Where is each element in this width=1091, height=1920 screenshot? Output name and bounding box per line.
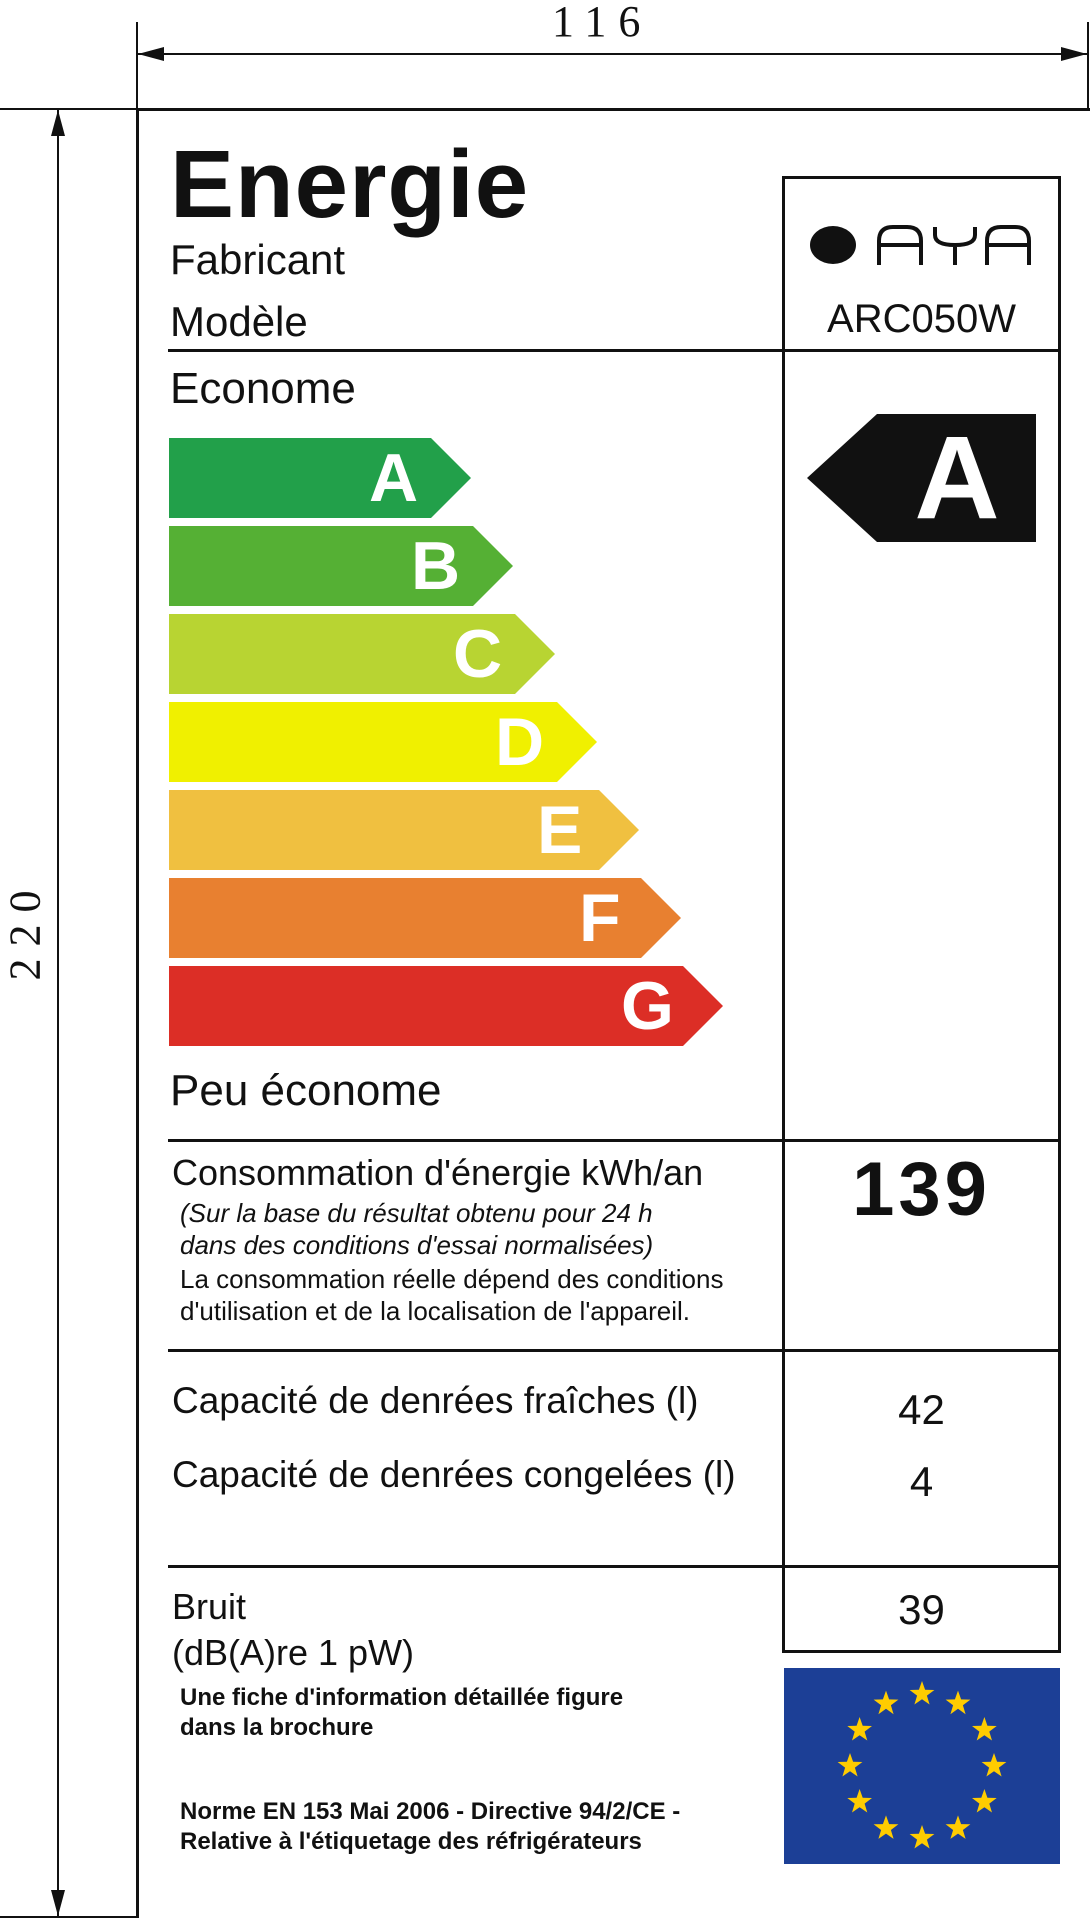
scale-letter-e: E: [537, 792, 583, 868]
noise-label-2: (dB(A)re 1 pW): [172, 1632, 415, 1673]
height-value: 220: [0, 878, 50, 981]
rating-letter: A: [914, 412, 1000, 544]
norm-note-1: Norme EN 153 Mai 2006 - Directive 94/2/CE -: [180, 1798, 681, 1825]
width-value: 116: [552, 0, 653, 46]
scale-letter-a: A: [369, 440, 419, 516]
model-value: ARC050W: [827, 297, 1016, 341]
noise-value-box: [782, 1565, 1061, 1653]
consumption-note-2: dans des conditions d'essai normalisées): [180, 1230, 654, 1260]
consumption-note-1: (Sur la base du résultat obtenu pour 24 h: [180, 1198, 653, 1228]
noise-label-1: Bruit: [172, 1586, 247, 1627]
scale-top-label: Econome: [170, 364, 356, 413]
scale-letter-d: D: [495, 704, 545, 780]
frozen-capacity-label: Capacité de denrées congelées (l): [172, 1454, 736, 1495]
manufacturer-label: Fabricant: [170, 236, 346, 283]
scale-bar-a: [169, 438, 471, 518]
scale-letter-c: C: [453, 616, 503, 692]
norm-note-2: Relative à l'étiquetage des réfrigérateurs: [180, 1828, 642, 1855]
scale-bar-f: [169, 878, 681, 958]
scale-letter-f: F: [579, 880, 621, 956]
consumption-value: 139: [852, 1147, 991, 1232]
scale-bar-d: [169, 702, 597, 782]
consumption-divider: [168, 1139, 1061, 1142]
consumption-note-3: La consommation réelle dépend des conditions: [180, 1264, 724, 1294]
scale-bottom-label: Peu économe: [170, 1066, 442, 1115]
noise-value: 39: [898, 1586, 945, 1633]
capacity-divider: [168, 1349, 1061, 1352]
model-label: Modèle: [170, 298, 308, 345]
frozen-capacity-value: 4: [909, 1458, 934, 1505]
scale-bar-b: [169, 526, 513, 606]
consumption-label: Consommation d'énergie kWh/an: [172, 1152, 704, 1193]
info-note-1: Une fiche d'information détaillée figure: [180, 1684, 624, 1711]
scale-letter-b: B: [411, 528, 461, 604]
label-title: Energie: [170, 131, 530, 238]
scale-bar-c: [169, 614, 555, 694]
info-note-2: dans la brochure: [180, 1714, 374, 1741]
scale-letter-g: G: [621, 968, 674, 1044]
scale-bar-g: [169, 966, 723, 1046]
eu-flag: [784, 1668, 1060, 1869]
consumption-note-4: d'utilisation et de la localisation de l'appareil.: [180, 1296, 691, 1326]
fresh-capacity-label: Capacité de denrées fraîches (l): [172, 1380, 699, 1421]
rating-arrow: [807, 414, 1036, 547]
consumption-right-border: [1058, 1142, 1061, 1352]
brand-logo: [809, 221, 1035, 276]
capacity-right-border: [1058, 1352, 1061, 1568]
fresh-capacity-value: 42: [898, 1386, 945, 1433]
scale-bar-e: [169, 790, 639, 870]
brand-model-box: [782, 176, 1061, 352]
capacity-col-divider: [782, 1352, 785, 1568]
